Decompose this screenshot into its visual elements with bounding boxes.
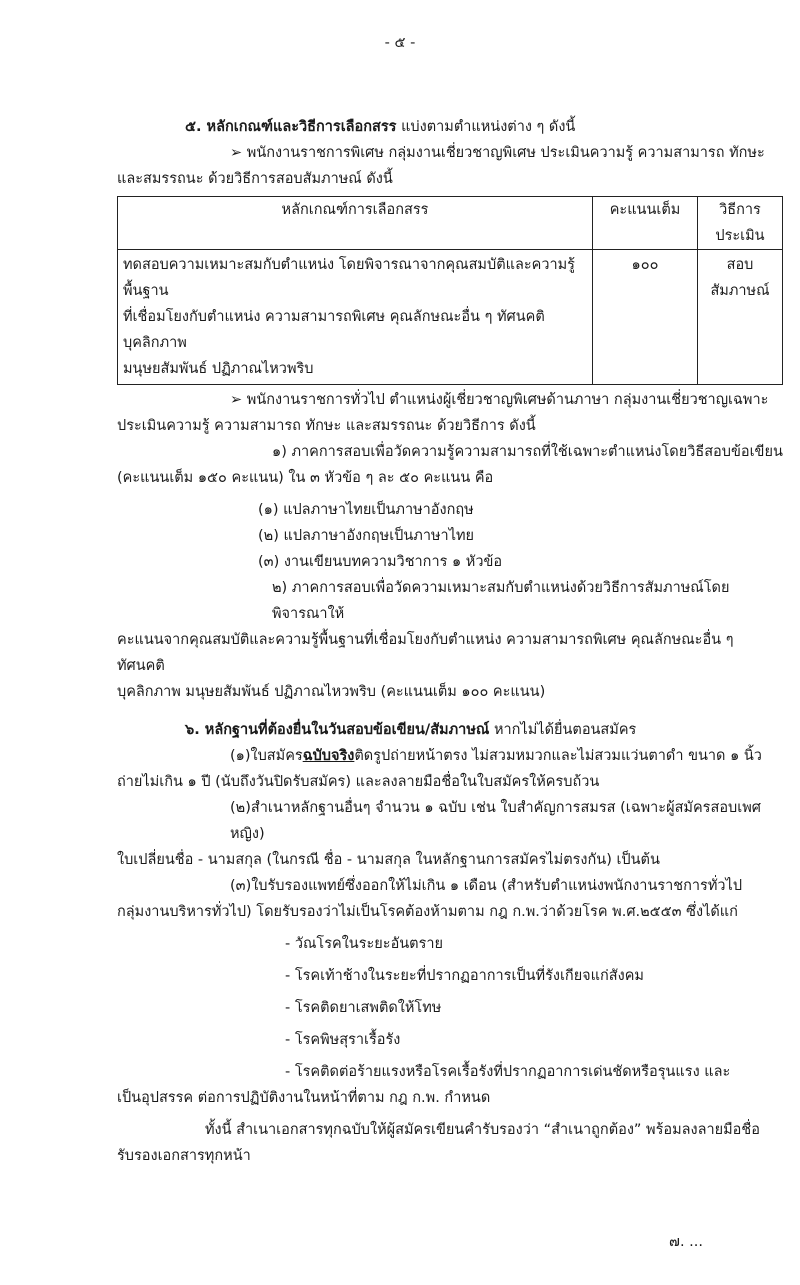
part1-line1: ๑) ภาคการสอบเพื่อวัดความรู้ความสามารถที่ใช้เฉพาะตำแหน่งโดยวิธีสอบข้อเขียน	[272, 444, 783, 460]
topic-item: (๓) งานเขียนบทความวิชาการ ๑ หัวข้อ	[258, 554, 503, 570]
item1-line2: ถ่ายไม่เกิน ๑ ปี (นับถึงวันปิดรับสมัคร) และลงลายมือชื่อในใบสมัครให้ครบถ้วน	[117, 774, 600, 790]
score-cell: ๑๐๐	[593, 250, 698, 385]
topic-item: (๒) แปลภาษาอังกฤษเป็นภาษาไทย	[258, 528, 475, 544]
next-page-indicator: ๗. ...	[669, 1234, 703, 1250]
item1-underline: ฉบับจริง	[302, 748, 355, 764]
item1-line1	[117, 743, 783, 769]
general-line2: ประเมินความรู้ ความสามารถ ทักษะ และสมรรถนะ ด้วยวิธีการ ดังนี้	[117, 418, 536, 434]
section6-heading-bold: ๖. หลักฐานที่ต้องยื่นในวันสอบข้อเขียน/สัมภาษณ์	[185, 722, 490, 738]
section5-heading-bold: ๕. หลักเกณฑ์และวิธีการเลือกสรร	[185, 119, 397, 135]
arrow-bullet-icon: ➢	[230, 392, 243, 408]
header-method: วิธีการประเมิน	[698, 197, 783, 250]
special-line2: และสมรรถนะ ด้วยวิธีการสอบสัมภาษณ์ ดังนี้	[117, 171, 393, 187]
part2-line2: คะแนนจากคุณสมบัติและความรู้พื้นฐานที่เชื่อมโยงกับตำแหน่ง ความสามารถพิเศษ คุณลักษณะอื่น ๆ ทัศนคติ	[117, 632, 734, 674]
general-line1	[117, 387, 783, 413]
page-number: - ๕ -	[384, 35, 416, 51]
method-cell: สอบสัมภาษณ์	[698, 250, 783, 385]
item3-line1: (๓)ใบรับรองแพทย์ซึ่งออกให้ไม่เกิน ๑ เดือน (สำหรับตำแหน่งพนักงานราชการทั่วไป	[230, 878, 743, 894]
disease-cont: เป็นอุปสรรค ต่อการปฏิบัติงานในหน้าที่ตาม กฎ ก.พ. กำหนด	[117, 1090, 491, 1106]
part1-line2: (คะแนนเต็ม ๑๕๐ คะแนน) ใน ๓ หัวข้อ ๆ ละ ๕๐ คะแนน คือ	[117, 470, 494, 486]
general-text: พนักงานราชการทั่วไป ตำแหน่งผู้เชี่ยวชาญพิเศษด้านภาษา กลุ่มงานเชี่ยวชาญเฉพาะ	[246, 392, 769, 408]
note-line2: รับรองเอกสารทุกหน้า	[117, 1148, 251, 1164]
criteria-cell	[118, 250, 593, 385]
item3-line2: กลุ่มงานบริหารทั่วไป) โดยรับรองว่าไม่เป็นโรคต้องห้ามตาม กฎ ก.พ.ว่าด้วยโรค พ.ศ.๒๕๕๓ ซึ่งได้แก่	[117, 904, 738, 920]
section6-heading-rest: หากไม่ได้ยื่นตอนสมัคร	[489, 722, 637, 738]
criteria-line: ที่เชื่อมโยงกับตำแหน่ง ความสามารถพิเศษ คุณลักษณะอื่น ๆ ทัศนคติ บุคลิกภาพ	[123, 309, 545, 351]
special-text: พนักงานราชการพิเศษ กลุ่มงานเชี่ยวชาญพิเศษ ประเมินความรู้ ความสามารถ ทักษะ	[246, 145, 765, 161]
section5-heading-rest: แบ่งตามตำแหน่งต่าง ๆ ดังนี้	[396, 119, 576, 135]
table-row	[118, 250, 783, 385]
topic-item: (๑) แปลภาษาไทยเป็นภาษาอังกฤษ	[258, 502, 474, 518]
arrow-bullet-icon: ➢	[230, 145, 243, 161]
disease-item: - โรคติดยาเสพติดให้โทษ	[285, 1000, 442, 1016]
part2-line3: บุคลิกภาพ มนุษยสัมพันธ์ ปฏิภาณไหวพริบ (คะแนนเต็ม ๑๐๐ คะแนน)	[117, 684, 546, 700]
note-line1: ทั้งนี้ สำเนาเอกสารทุกฉบับให้ผู้สมัครเขียนคำรับรองว่า “สำเนาถูกต้อง” พร้อมลงลายมือชื่อ	[205, 1122, 760, 1138]
item2-line2: ใบเปลี่ยนชื่อ - นามสกุล (ในกรณี ชื่อ - นามสกุล ในหลักฐานการสมัครไม่ตรงกัน) เป็นต้น	[117, 852, 660, 868]
item1-post: ติดรูปถ่ายหน้าตรง ไม่สวมหมวกและไม่สวมแว่นตาดำ ขนาด ๑ นิ้ว	[354, 748, 762, 764]
item1-pre: (๑)ใบสมัคร	[230, 748, 303, 764]
item2-line1: (๒)สำเนาหลักฐานอื่นๆ จำนวน ๑ ฉบับ เช่น ใบสำคัญการสมรส (เฉพาะผู้สมัครสอบเพศหญิง)	[230, 800, 761, 842]
disease-item: - โรคติดต่อร้ายแรงหรือโรคเรื้อรังที่ปรากฏอาการเด่นชัดหรือรุนแรง และ	[285, 1064, 731, 1080]
criteria-line: มนุษยสัมพันธ์ ปฏิภาณไหวพริบ	[123, 361, 314, 377]
table-header-row	[118, 197, 783, 250]
selection-criteria-table	[117, 196, 783, 385]
section6-heading	[117, 717, 783, 743]
part2-line1: ๒) ภาคการสอบเพื่อวัดความเหมาะสมกับตำแหน่งด้วยวิธีการสัมภาษณ์โดยพิจารณาให้	[272, 580, 730, 622]
special-line1	[117, 140, 783, 166]
criteria-line: ทดสอบความเหมาะสมกับตำแหน่ง โดยพิจารณาจากคุณสมบัติและความรู้พื้นฐาน	[123, 257, 575, 299]
disease-item: - โรคเท้าช้างในระยะที่ปรากฏอาการเป็นที่รังเกียจแก่สังคม	[285, 968, 644, 984]
header-criteria: หลักเกณฑ์การเลือกสรร	[118, 197, 593, 250]
section5-heading	[117, 114, 783, 140]
disease-item: - วัณโรคในระยะอันตราย	[285, 936, 444, 952]
header-score: คะแนนเต็ม	[593, 197, 698, 250]
disease-item: - โรคพิษสุราเรื้อรัง	[285, 1032, 401, 1048]
